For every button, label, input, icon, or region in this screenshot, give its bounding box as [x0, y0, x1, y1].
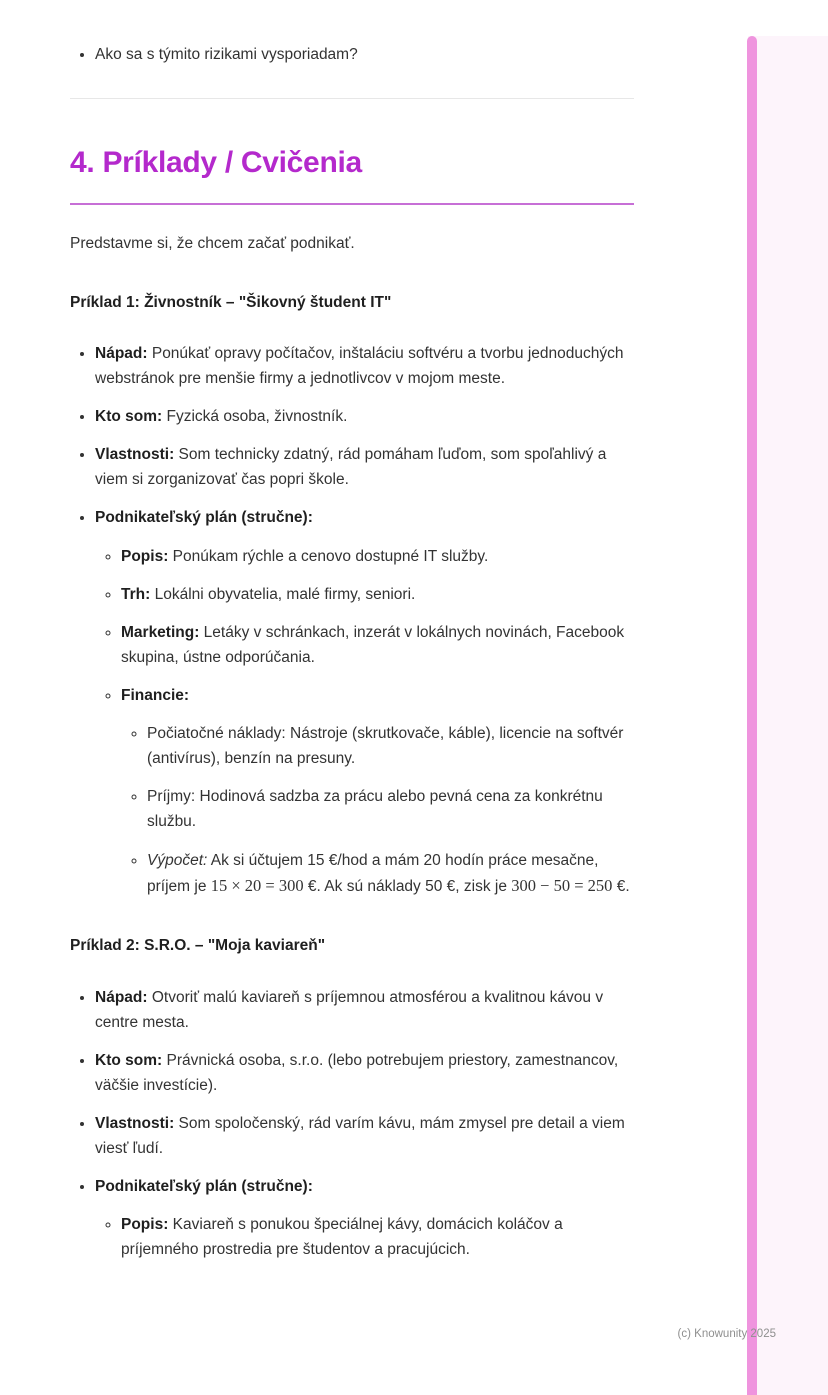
- item-label: Podnikateľský plán (stručne):: [95, 1178, 313, 1196]
- math-expression: 300 − 50 = 250: [511, 875, 613, 895]
- item-label: Kto som:: [95, 1051, 163, 1069]
- example2-title: Príklad 2: S.R.O. – "Moja kaviareň": [70, 937, 326, 955]
- risk-question-text: Ako sa s týmito rizikami vysporiadam?: [95, 46, 358, 63]
- item-label: Kto som:: [95, 408, 163, 426]
- item-text: Ponúkať opravy počítačov, inštaláciu softvéru a tvorbu jednoduchých webstránok pre menšie firmy a jednotlivcov v mojom meste.: [95, 344, 624, 388]
- list-item: [121, 620, 634, 670]
- list-item: [95, 442, 634, 492]
- item-label: Financie:: [121, 687, 190, 705]
- section-heading: 4. Príklady / Cvičenia: [70, 139, 634, 205]
- list-item: [95, 404, 634, 429]
- list-item: [121, 1212, 634, 1262]
- item-text: Počiatočné náklady: Nástroje (skrutkovače, káble), licencie na softvér (antivírus), benzín na presuny.: [147, 725, 624, 768]
- item-label: Popis:: [121, 1216, 169, 1234]
- item-text: Ponúkam rýchle a cenovo dostupné IT služby.: [168, 547, 489, 565]
- copyright-footer: (c) Knowunity 2025: [677, 1327, 776, 1340]
- item-text: €. Ak sú náklady 50 €, zisk je: [303, 877, 512, 895]
- example2-plan-list: [95, 1212, 634, 1262]
- item-label: Nápad:: [95, 344, 148, 362]
- list-item: [95, 1111, 634, 1161]
- list-item: [95, 1174, 634, 1262]
- item-label: Podnikateľský plán (stručne):: [95, 509, 313, 527]
- list-item-calculation: [147, 848, 634, 900]
- list-item: [147, 784, 634, 834]
- item-label: Vlastnosti:: [95, 446, 175, 464]
- list-item: [95, 42, 634, 67]
- item-label: Trh:: [121, 585, 151, 603]
- item-label: Vlastnosti:: [95, 1114, 175, 1132]
- item-text: Som spoločenský, rád varím kávu, mám zmysel pre detail a viem viesť ľudí.: [95, 1114, 625, 1158]
- section-divider: [70, 98, 634, 99]
- intro-paragraph: Predstavme si, že chcem začať podnikať.: [70, 234, 355, 252]
- item-text: Otvoriť malú kaviareň s príjemnou atmosférou a kvalitnou kávou v centre mesta.: [95, 988, 604, 1031]
- item-text: Som technicky zdatný, rád pomáham ľuďom, som spoľahlivý a viem si zorganizovať čas popri škole.: [95, 446, 607, 489]
- item-label: Popis:: [121, 547, 169, 565]
- list-item: [121, 544, 634, 569]
- list-item: [95, 341, 634, 391]
- list-item: [95, 985, 634, 1035]
- calculation-label: Výpočet:: [147, 851, 208, 869]
- item-text: Fyzická osoba, živnostník.: [162, 408, 348, 426]
- list-item: [95, 1048, 634, 1098]
- math-expression: 15 × 20 = 300: [210, 875, 304, 895]
- list-item: [121, 582, 634, 607]
- example1-title: Príklad 1: Živnostník – "Šikovný študent IT": [70, 293, 392, 311]
- example1-list: [70, 341, 634, 899]
- item-text: Kaviareň s ponukou špeciálnej kávy, domácich koláčov a príjemného prostredia pre študentov a pracujúcich.: [121, 1216, 563, 1259]
- item-label: Marketing:: [121, 623, 200, 641]
- item-text: €.: [612, 877, 630, 895]
- risk-question-list: [70, 42, 634, 67]
- item-text: Letáky v schránkach, inzerát v lokálnych novinách, Facebook skupina, ústne odporúčania.: [121, 623, 625, 666]
- list-item: [147, 721, 634, 771]
- item-text: Lokálni obyvatelia, malé firmy, seniori.: [150, 585, 416, 603]
- example1-plan-list: [95, 544, 634, 900]
- list-item: [95, 505, 634, 899]
- example1-finance-list: [121, 721, 634, 899]
- item-label: Nápad:: [95, 988, 148, 1006]
- item-text: Právnická osoba, s.r.o. (lebo potrebujem priestory, zamestnancov, väčšie investície).: [95, 1051, 619, 1094]
- item-text: Ak si účtujem 15 €/hod a mám 20 hodín práce mesačne, príjem je: [147, 851, 599, 895]
- item-text: Príjmy: Hodinová sadzba za prácu alebo pevná cena za konkrétnu službu.: [147, 788, 603, 831]
- list-item: [121, 683, 634, 899]
- example2-list: [70, 985, 634, 1263]
